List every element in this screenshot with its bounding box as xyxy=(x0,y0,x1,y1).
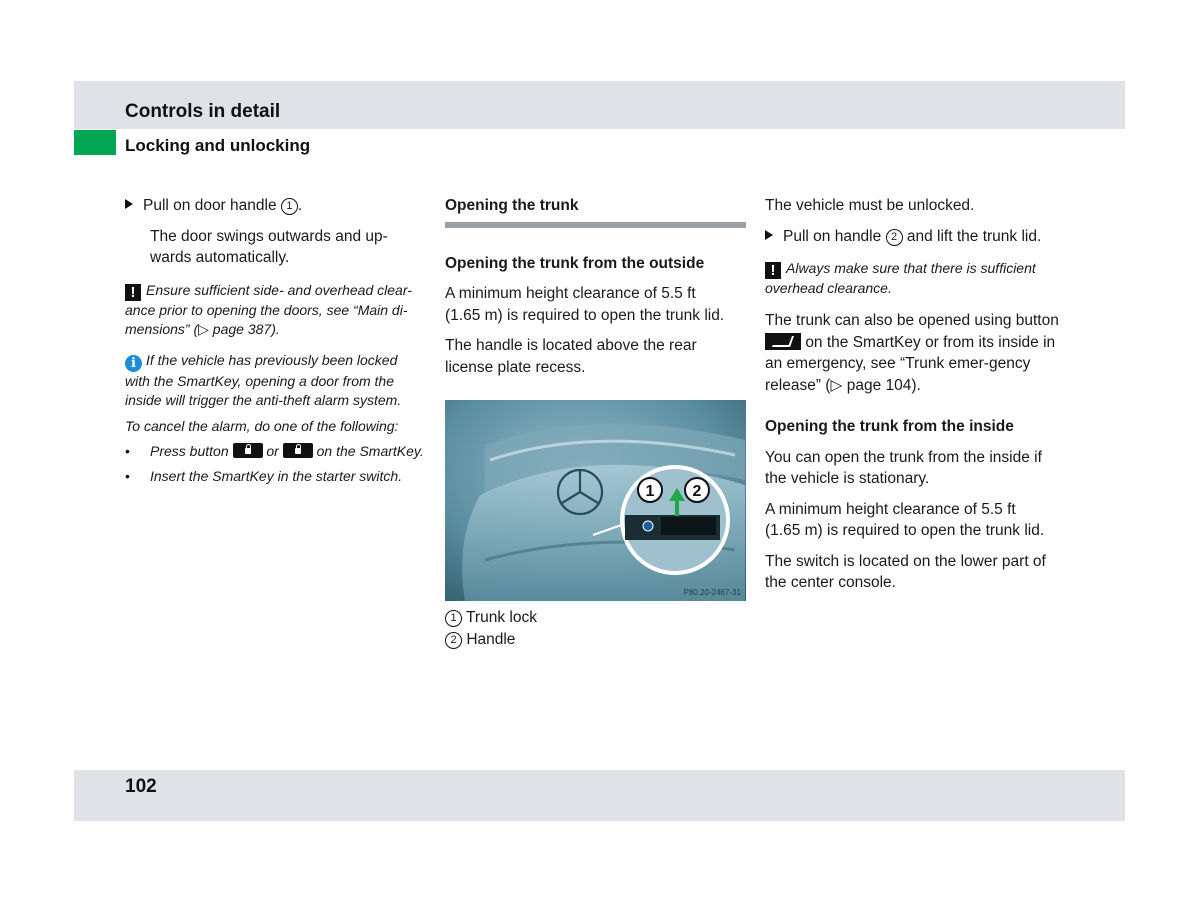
warning-icon: ! xyxy=(765,262,781,279)
step-arrow-icon xyxy=(765,230,773,240)
heading-rule xyxy=(445,222,746,228)
figure-callout-2: 2 xyxy=(692,483,702,500)
info-icon: i xyxy=(125,355,142,372)
emergency-paragraph: The trunk can also be opened using button on the SmartKey or from its inside in an emergency, see “Trunk emer-gency release” (▷ page 104). xyxy=(765,312,1059,394)
info-note: i If the vehicle has previously been locked with the SmartKey, opening a door from the inside will trigger the anti-theft alarm system. xyxy=(125,351,402,408)
right-column xyxy=(765,195,1065,594)
step-pull-door-handle: Pull on door handle 1 . xyxy=(125,195,425,217)
handle-location-paragraph: The handle is located above the rear license plate recess. xyxy=(445,337,697,376)
figure-legend xyxy=(445,607,746,650)
lock-button-icon xyxy=(283,443,313,458)
trunk-photo xyxy=(445,400,746,601)
switch-location-paragraph: The switch is located on the lower part of the center console. xyxy=(765,552,1046,591)
heading-opening-trunk: Opening the trunk xyxy=(445,197,579,214)
clearance-paragraph: A minimum height clearance of 5.5 ft (1.65 m) is required to open the trunk lid. xyxy=(445,285,725,324)
stationary-paragraph: You can open the trunk from the inside if the vehicle is stationary. xyxy=(765,448,1042,487)
page-number: 102 xyxy=(125,776,157,797)
figure-code: P80.20-2467-31 xyxy=(683,588,741,597)
list-item: • Insert the SmartKey in the starter switch. xyxy=(125,467,403,484)
left-column xyxy=(125,195,425,486)
trunk-button-icon xyxy=(765,333,801,350)
section-marker-tab xyxy=(74,130,116,155)
warning-icon: ! xyxy=(125,284,141,301)
warning-note: ! Always make sure that there is sufficient overhead clearance. xyxy=(765,260,1036,296)
list-item: • Press button or on the SmartKey. xyxy=(125,442,424,459)
subsection-title: Locking and unlocking xyxy=(125,136,311,155)
footer-band xyxy=(74,770,1125,821)
callout-marker: 2 xyxy=(886,229,903,246)
clearance-paragraph-inside: A minimum height clearance of 5.5 ft (1.65 m) is required to open the trunk lid. xyxy=(765,500,1045,539)
subheading-inside: Opening the trunk from the inside xyxy=(765,418,1014,435)
legend-item: 2 Handle xyxy=(445,629,746,651)
section-title: Controls in detail xyxy=(125,101,281,122)
unlock-button-icon xyxy=(233,443,263,458)
vehicle-unlocked-note: The vehicle must be unlocked. xyxy=(765,197,975,214)
middle-column xyxy=(445,195,746,378)
subheading-outside: Opening the trunk from the outside xyxy=(445,254,705,272)
step-arrow-icon xyxy=(125,199,133,209)
step-pull-handle: Pull on handle 2 and lift the trunk lid. xyxy=(765,226,1065,248)
cancel-alarm-intro: To cancel the alarm, do one of the following: xyxy=(125,417,399,434)
warning-note: ! Ensure sufficient side- and overhead clear-ance prior to opening the doors, see “Main di-mensions” (▷ page 387). xyxy=(125,281,412,337)
figure-callout-1: 1 xyxy=(645,483,655,500)
callout-marker: 1 xyxy=(281,198,298,215)
step-result: The door swings outwards and up-wards automatically. xyxy=(150,227,388,266)
legend-item: 1 Trunk lock xyxy=(445,607,746,629)
